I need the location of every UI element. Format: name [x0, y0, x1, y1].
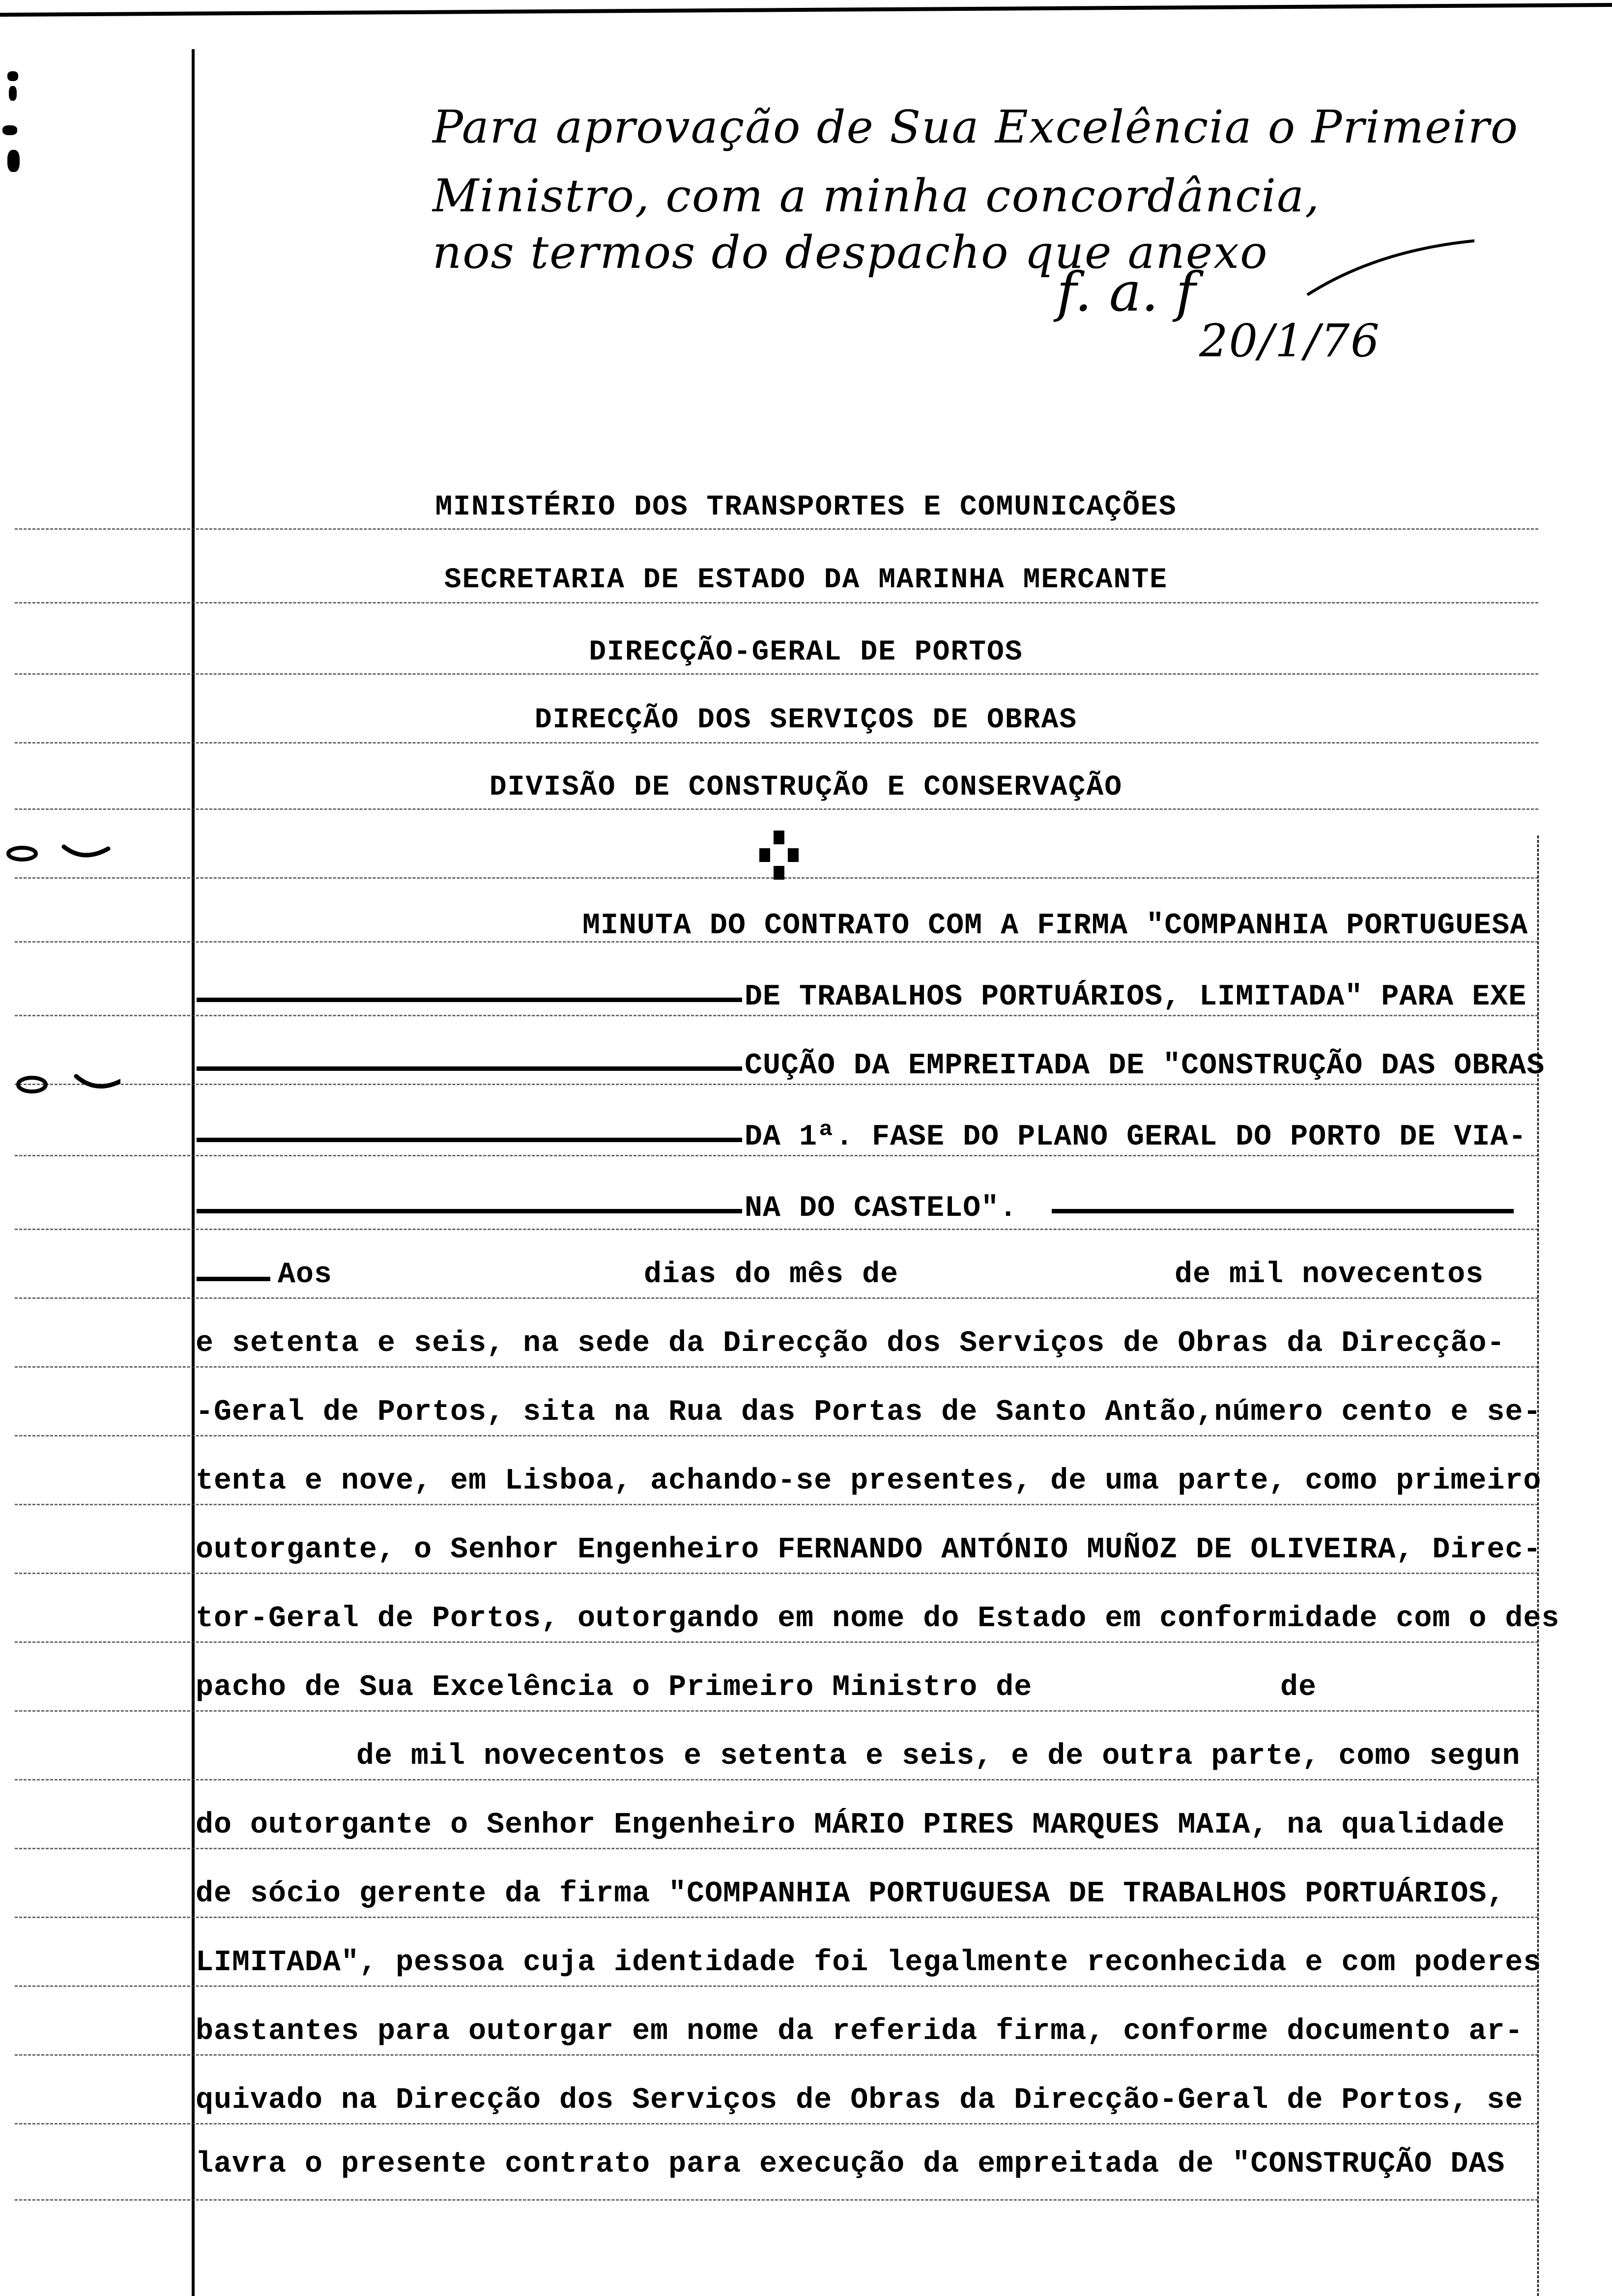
body-line: quivado na Direcção dos Serviços de Obras da Direcção-Geral de Portos, se: [196, 2084, 1524, 2117]
division-heading: DIVISÃO DE CONSTRUÇÃO E CONSERVAÇÃO: [489, 772, 1123, 804]
margin-smudge: [9, 86, 17, 101]
title-line: DE TRABALHOS PORTUÁRIOS, LIMITADA" PARA EXE: [745, 980, 1527, 1014]
body-line: e setenta e seis, na sede da Direcção dos Serviços de Obras da Direcção-: [196, 1327, 1505, 1360]
ruled-line: [15, 1917, 1538, 1918]
title-line: DA 1ª. FASE DO PLANO GERAL DO PORTO DE VIA-: [745, 1120, 1527, 1154]
ruled-line: [15, 1641, 1538, 1643]
body-line-indented: de mil novecentos e setenta e seis, e de outra parte, como segun: [356, 1740, 1521, 1773]
title-line: NA DO CASTELO".: [745, 1192, 1018, 1225]
margin-smudge: [7, 71, 18, 81]
top-border-rule: [0, 3, 1612, 17]
handwritten-annotation-line: nos termos do despacho que anexo: [432, 226, 1268, 279]
body-line: bastantes para outorgar em nome da referida firma, conforme documento ar-: [196, 2015, 1524, 2048]
punch-hole-mark-icon: [5, 843, 113, 867]
body-line: tor-Geral de Portos, outorgando em nome do Estado em conformidade com o des: [196, 1602, 1560, 1636]
body-line: do outorgante o Senhor Engenheiro MÁRIO PIRES MARQUES MAIA, na qualidade: [196, 1808, 1505, 1842]
body-line: outorgante, o Senhor Engenheiro FERNANDO ANTÓNIO MUÑOZ DE OLIVEIRA, Direc-: [196, 1533, 1542, 1567]
margin-smudge: [2, 125, 17, 135]
secretariat-heading: SECRETARIA DE ESTADO DA MARINHA MERCANTE: [444, 564, 1168, 596]
punch-hole-mark-icon: [12, 1074, 120, 1098]
ruled-line: [15, 528, 1538, 530]
handwritten-signature: f. a. f: [1057, 260, 1196, 323]
margin-smudge: [7, 150, 20, 172]
body-line: de sócio gerente da firma "COMPANHIA PORTUGUESA DE TRABALHOS PORTUÁRIOS,: [196, 1877, 1505, 1911]
dash-filler: [197, 998, 742, 1002]
ruled-line: [15, 1504, 1538, 1505]
cross-emblem-icon: [759, 831, 799, 880]
ruled-line: [15, 1985, 1538, 1987]
signature-stroke-icon: [1302, 231, 1479, 300]
directorate-heading: DIRECÇÃO DOS SERVIÇOS DE OBRAS: [534, 704, 1078, 736]
ruled-line: [15, 1229, 1538, 1230]
body-de-mil-novecentos: de mil novecentos: [1175, 1258, 1484, 1292]
body-line: pacho de Sua Excelência o Primeiro Ministro de: [196, 1671, 1033, 1704]
ruled-line: [15, 742, 1538, 744]
ruled-line: [15, 1779, 1538, 1780]
body-line: lavra o presente contrato para execução da empreitada de "CONSTRUÇÃO DAS: [196, 2148, 1505, 2181]
title-line: CUÇÃO DA EMPREITADA DE "CONSTRUÇÃO DAS OBRAS: [745, 1049, 1545, 1083]
ruled-line: [15, 1848, 1538, 1849]
directorate-general-heading: DIRECÇÃO-GERAL DE PORTOS: [589, 636, 1023, 668]
ruled-line: [15, 1084, 1538, 1085]
body-line: LIMITADA", pessoa cuja identidade foi legalmente reconhecida e com poderes: [196, 1946, 1542, 1980]
ministry-heading: MINISTÉRIO DOS TRANSPORTES E COMUNICAÇÕES: [435, 491, 1177, 523]
ruled-line: [15, 1015, 1538, 1016]
dash-filler: [197, 1138, 742, 1142]
ruled-line: [15, 673, 1538, 675]
dash-filler: [197, 1277, 270, 1281]
body-line: tenta e nove, em Lisboa, achando-se presentes, de uma parte, como primeiro: [196, 1464, 1542, 1498]
left-margin-line: [192, 49, 195, 2296]
ruled-line: [15, 2054, 1538, 2056]
ruled-line: [15, 1573, 1538, 1574]
ruled-line: [15, 808, 1538, 810]
body-dias-do-mes: dias do mês de: [644, 1258, 899, 1292]
ruled-line: [15, 1366, 1538, 1368]
ruled-line: [15, 1297, 1538, 1299]
ruled-line: [15, 1155, 1538, 1156]
ruled-line: [15, 1435, 1538, 1436]
dash-filler: [1052, 1209, 1514, 1213]
body-line: -Geral de Portos, sita na Rua das Portas de Santo Antão,número cento e se-: [196, 1396, 1542, 1429]
dash-filler: [197, 1209, 742, 1213]
body-line-de: de: [1280, 1671, 1317, 1704]
handwritten-annotation-line: Para aprovação de Sua Excelência o Primeiro: [432, 101, 1519, 153]
handwritten-date: 20/1/76: [1199, 315, 1381, 367]
dash-filler: [197, 1066, 742, 1071]
ruled-line: [15, 2123, 1538, 2124]
ruled-line: [15, 602, 1538, 603]
title-line: MINUTA DO CONTRATO COM A FIRMA "COMPANHIA PORTUGUESA: [582, 909, 1528, 943]
ruled-line: [15, 1710, 1538, 1712]
body-aos: Aos: [278, 1258, 333, 1292]
handwritten-annotation-line: Ministro, com a minha concordância,: [432, 170, 1321, 222]
ruled-line: [15, 2199, 1538, 2201]
